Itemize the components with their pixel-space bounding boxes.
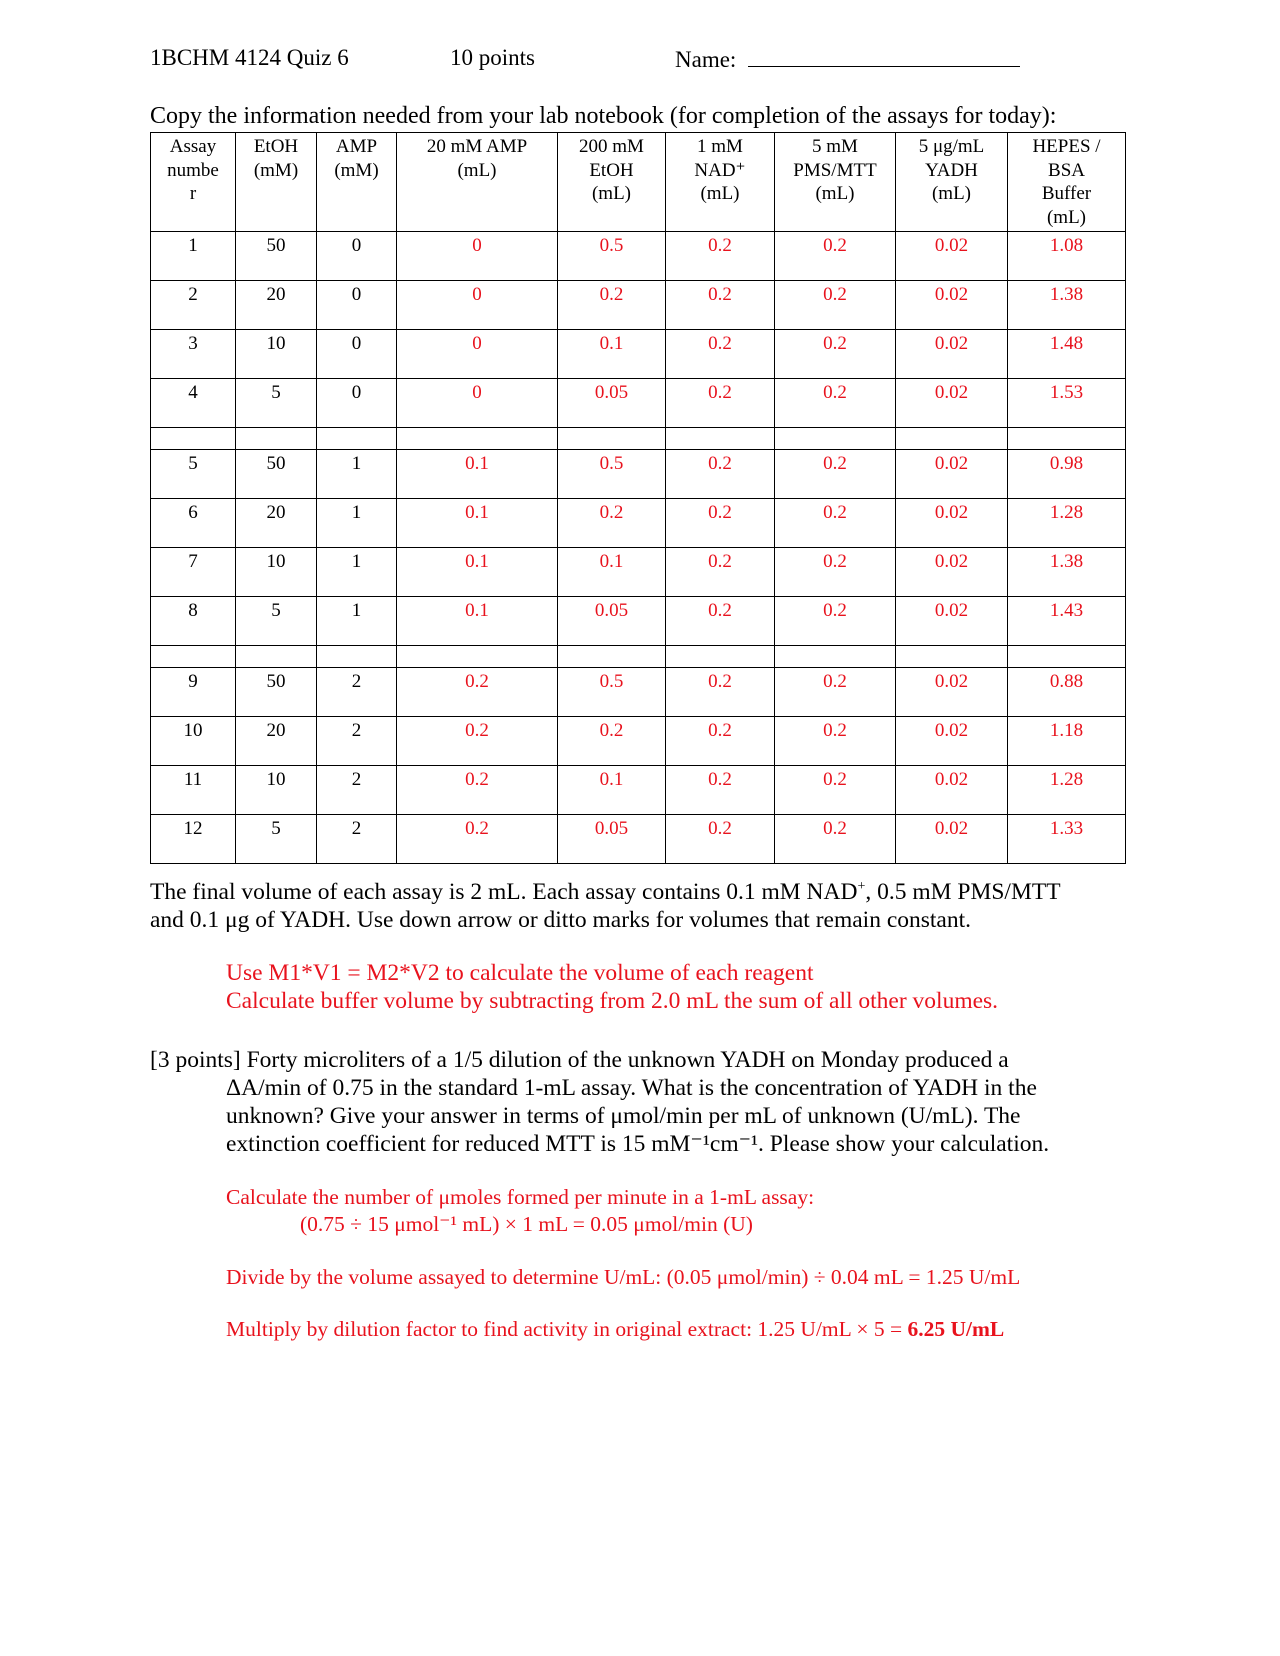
table-cell: 0.2 — [775, 815, 896, 864]
table-cell: 0.2 — [666, 379, 775, 428]
table-header-row — [151, 133, 1126, 232]
table-cell: 0.2 — [666, 815, 775, 864]
header-line: r — [189, 183, 197, 204]
header-line: 200 mM — [579, 136, 644, 157]
calculation-hints — [226, 959, 998, 1015]
table-cell: 0.98 — [1008, 450, 1126, 499]
table-cell: 10 — [236, 330, 317, 379]
table-cell: 0 — [397, 281, 558, 330]
table-cell: 1 — [317, 597, 397, 646]
table-cell: 0.02 — [896, 815, 1008, 864]
header-line: (mM) — [253, 159, 299, 181]
table-cell: 0.5 — [558, 232, 666, 281]
column-header — [236, 133, 317, 232]
table-cell: 0.2 — [666, 232, 775, 281]
table-cell: 0.02 — [896, 766, 1008, 815]
assay-number-cell: 1 — [151, 232, 236, 281]
empty-cell — [151, 646, 236, 668]
assay-footnote — [150, 873, 1140, 934]
final-answer: 6.25 U/mL — [907, 1317, 1005, 1341]
table-cell: 1.28 — [1008, 499, 1126, 548]
answer-step-3: Multiply by dilution factor to find activity in original extract: 1.25 U/mL × 5 = 6.25 U/mL — [226, 1317, 1005, 1341]
assay-number-cell: 7 — [151, 548, 236, 597]
assay-number-cell: 6 — [151, 499, 236, 548]
table-cell: 1.28 — [1008, 766, 1126, 815]
table-cell: 1.38 — [1008, 548, 1126, 597]
table-cell: 0.2 — [558, 281, 666, 330]
name-field — [675, 44, 1020, 74]
table-row — [151, 281, 1126, 330]
table-cell: 0.5 — [558, 450, 666, 499]
course-title: 1BCHM 4124 Quiz 6 — [150, 45, 349, 70]
table-cell: 0.1 — [397, 597, 558, 646]
answer-step-1-title: Calculate the number of μmoles formed per minute in a 1-mL assay: — [226, 1185, 815, 1209]
table-cell: 0 — [317, 281, 397, 330]
table-cell: 0.2 — [666, 281, 775, 330]
table-cell: 10 — [236, 548, 317, 597]
table-cell: 0.1 — [558, 766, 666, 815]
table-row — [151, 232, 1126, 281]
table-cell: 2 — [317, 717, 397, 766]
table-cell: 0 — [397, 379, 558, 428]
empty-cell — [1008, 428, 1126, 450]
table-cell: 0.02 — [896, 668, 1008, 717]
header-line: PMS/MTT — [793, 159, 877, 181]
table-cell: 0.02 — [896, 548, 1008, 597]
empty-cell — [558, 428, 666, 450]
table-cell: 0.2 — [775, 281, 896, 330]
header-line: EtOH — [253, 136, 299, 157]
table-cell: 0.2 — [397, 668, 558, 717]
table-cell: 0.2 — [666, 499, 775, 548]
table-cell: 0.2 — [666, 330, 775, 379]
table-cell: 0.2 — [666, 766, 775, 815]
table-cell: 0.5 — [558, 668, 666, 717]
question-line: extinction coefficient for reduced MTT is 15 mM⁻¹cm⁻¹. Please show your calculation. — [226, 1131, 1050, 1157]
assay-number-cell: 12 — [151, 815, 236, 864]
table-cell: 0.02 — [896, 232, 1008, 281]
table-cell: 0 — [317, 330, 397, 379]
empty-cell — [236, 646, 317, 668]
header-line: NAD⁺ — [694, 159, 746, 181]
header-line: 1 mM — [697, 136, 743, 157]
assay-number-cell: 10 — [151, 717, 236, 766]
header-line: Assay — [169, 136, 217, 157]
empty-cell — [151, 428, 236, 450]
spacer-row — [151, 428, 1126, 450]
table-cell: 0.02 — [896, 379, 1008, 428]
empty-cell — [775, 646, 896, 668]
table-row — [151, 450, 1126, 499]
empty-cell — [397, 428, 558, 450]
table-cell: 0.2 — [775, 499, 896, 548]
empty-cell — [317, 646, 397, 668]
table-cell: 0.2 — [666, 450, 775, 499]
column-header — [317, 133, 397, 232]
table-row — [151, 597, 1126, 646]
table-cell: 0 — [317, 379, 397, 428]
table-cell: 20 — [236, 717, 317, 766]
table-cell: 0 — [397, 232, 558, 281]
header-line: numbe — [167, 159, 219, 181]
header-line: 20 mM AMP — [426, 136, 528, 157]
table-cell: 1.33 — [1008, 815, 1126, 864]
header-line: AMP — [335, 136, 378, 157]
table-cell: 1.08 — [1008, 232, 1126, 281]
table-cell: 0.02 — [896, 717, 1008, 766]
header-line: (mL) — [591, 183, 632, 204]
table-cell: 1.38 — [1008, 281, 1126, 330]
table-cell: 20 — [236, 499, 317, 548]
answer-step-1-calc: (0.75 ÷ 15 μmol⁻¹ mL) × 1 mL = 0.05 μmol/min (U) — [300, 1212, 753, 1236]
table-row — [151, 717, 1126, 766]
header-line: HEPES / — [1032, 136, 1101, 157]
column-header — [775, 133, 896, 232]
table-cell: 5 — [236, 379, 317, 428]
question-line: ΔA/min of 0.75 in the standard 1-mL assay. What is the concentration of YADH in the — [226, 1075, 1037, 1101]
table-cell: 1 — [317, 499, 397, 548]
name-blank-line — [748, 44, 1020, 67]
header-line: 5 μg/mL — [918, 136, 985, 157]
table-cell: 0 — [397, 330, 558, 379]
header-line: BSA — [1048, 159, 1085, 181]
table-cell: 1.48 — [1008, 330, 1126, 379]
table-cell: 0.1 — [397, 499, 558, 548]
footnote-line-1: The final volume of each assay is 2 mL. Each assay contains 0.1 mM NAD+, 0.5 mM PMS/MTT — [150, 878, 1061, 905]
table-cell: 5 — [236, 597, 317, 646]
table-row — [151, 379, 1126, 428]
header-line: (mL) — [457, 159, 497, 181]
question-lead: [3 points] Forty microliters of a 1/5 dilution of the unknown YADH on Monday produced a — [150, 1047, 1009, 1073]
table-cell: 5 — [236, 815, 317, 864]
table-cell: 0.2 — [666, 597, 775, 646]
table-cell: 0.2 — [775, 766, 896, 815]
table-cell: 1 — [317, 450, 397, 499]
table-row — [151, 668, 1126, 717]
header-line: (mL) — [931, 183, 972, 204]
empty-cell — [896, 646, 1008, 668]
table-cell: 0.05 — [558, 815, 666, 864]
header-line: YADH — [925, 159, 978, 181]
table-cell: 0.2 — [666, 668, 775, 717]
table-cell: 0.2 — [397, 815, 558, 864]
assay-number-cell: 5 — [151, 450, 236, 499]
column-header — [896, 133, 1008, 232]
empty-cell — [666, 428, 775, 450]
table-cell: 1.43 — [1008, 597, 1126, 646]
assay-number-cell: 8 — [151, 597, 236, 646]
header-line: 5 mM — [812, 136, 858, 157]
table-cell: 2 — [317, 815, 397, 864]
table-cell: 50 — [236, 668, 317, 717]
footnote-line-2: and 0.1 μg of YADH. Use down arrow or ditto marks for volumes that remain constant. — [150, 906, 972, 933]
table-cell: 0.2 — [775, 379, 896, 428]
table-cell: 0.1 — [558, 330, 666, 379]
header-line: Buffer — [1041, 183, 1092, 204]
header-line: EtOH — [589, 159, 634, 181]
header-line: (mM) — [334, 159, 379, 181]
table-cell: 0.2 — [775, 232, 896, 281]
question-body — [226, 1074, 1049, 1158]
table-cell: 0.02 — [896, 330, 1008, 379]
table-cell: 0.2 — [397, 717, 558, 766]
points-label: 10 points — [450, 45, 535, 70]
column-header — [151, 133, 236, 232]
assay-number-cell: 2 — [151, 281, 236, 330]
table-cell: 0.2 — [666, 548, 775, 597]
table-body — [151, 232, 1126, 864]
column-header — [666, 133, 775, 232]
table-instructions: Copy the information needed from your lab notebook (for completion of the assays for today): — [150, 103, 1057, 129]
empty-cell — [236, 428, 317, 450]
table-cell: 0.02 — [896, 281, 1008, 330]
table-cell: 50 — [236, 232, 317, 281]
table-cell: 0 — [317, 232, 397, 281]
table-cell: 0.2 — [397, 766, 558, 815]
table-cell: 0.1 — [397, 548, 558, 597]
table-cell: 50 — [236, 450, 317, 499]
table-cell: 0.2 — [775, 450, 896, 499]
column-header — [1008, 133, 1126, 232]
assay-number-cell: 3 — [151, 330, 236, 379]
table-cell: 1.53 — [1008, 379, 1126, 428]
table-cell: 20 — [236, 281, 317, 330]
table-cell: 0.2 — [775, 548, 896, 597]
question-line: unknown? Give your answer in terms of μmol/min per mL of unknown (U/mL). The — [226, 1103, 1021, 1129]
spacer-row — [151, 646, 1126, 668]
table-cell: 0.02 — [896, 499, 1008, 548]
table-cell: 0.02 — [896, 597, 1008, 646]
table-cell: 0.2 — [558, 499, 666, 548]
empty-cell — [558, 646, 666, 668]
table-cell: 0.2 — [775, 330, 896, 379]
table-cell: 10 — [236, 766, 317, 815]
assay-number-cell: 9 — [151, 668, 236, 717]
empty-cell — [666, 646, 775, 668]
assay-number-cell: 11 — [151, 766, 236, 815]
table-cell: 0.1 — [558, 548, 666, 597]
empty-cell — [1008, 646, 1126, 668]
column-header — [397, 133, 558, 232]
table-cell: 0.2 — [666, 717, 775, 766]
table-cell: 0.05 — [558, 597, 666, 646]
table-cell: 2 — [317, 766, 397, 815]
table-row — [151, 499, 1126, 548]
table-row — [151, 548, 1126, 597]
empty-cell — [896, 428, 1008, 450]
table-cell: 2 — [317, 668, 397, 717]
header-line: (mL) — [1046, 206, 1087, 228]
hint-line: Calculate buffer volume by subtracting from 2.0 mL the sum of all other volumes. — [226, 988, 999, 1014]
table-cell: 0.88 — [1008, 668, 1126, 717]
empty-cell — [397, 646, 558, 668]
table-cell: 0.2 — [558, 717, 666, 766]
answer-step-2: Divide by the volume assayed to determine U/mL: (0.05 μmol/min) ÷ 0.04 mL = 1.25 U/mL — [226, 1265, 1021, 1289]
table-cell: 0.2 — [775, 668, 896, 717]
table-cell: 1.18 — [1008, 717, 1126, 766]
name-label: Name: — [675, 47, 737, 72]
table-cell: 0.05 — [558, 379, 666, 428]
table-row — [151, 330, 1126, 379]
assay-number-cell: 4 — [151, 379, 236, 428]
column-header — [558, 133, 666, 232]
table-row — [151, 815, 1126, 864]
empty-cell — [775, 428, 896, 450]
empty-cell — [317, 428, 397, 450]
assay-table — [150, 132, 1126, 864]
table-cell: 0.2 — [775, 597, 896, 646]
header-line: (mL) — [700, 183, 740, 204]
table-cell: 0.1 — [397, 450, 558, 499]
hint-line: Use M1*V1 = M2*V2 to calculate the volume of each reagent — [226, 960, 814, 986]
table-row — [151, 766, 1126, 815]
table-cell: 0.2 — [775, 717, 896, 766]
table-cell: 0.02 — [896, 450, 1008, 499]
header-line: (mL) — [815, 183, 855, 204]
table-cell: 1 — [317, 548, 397, 597]
